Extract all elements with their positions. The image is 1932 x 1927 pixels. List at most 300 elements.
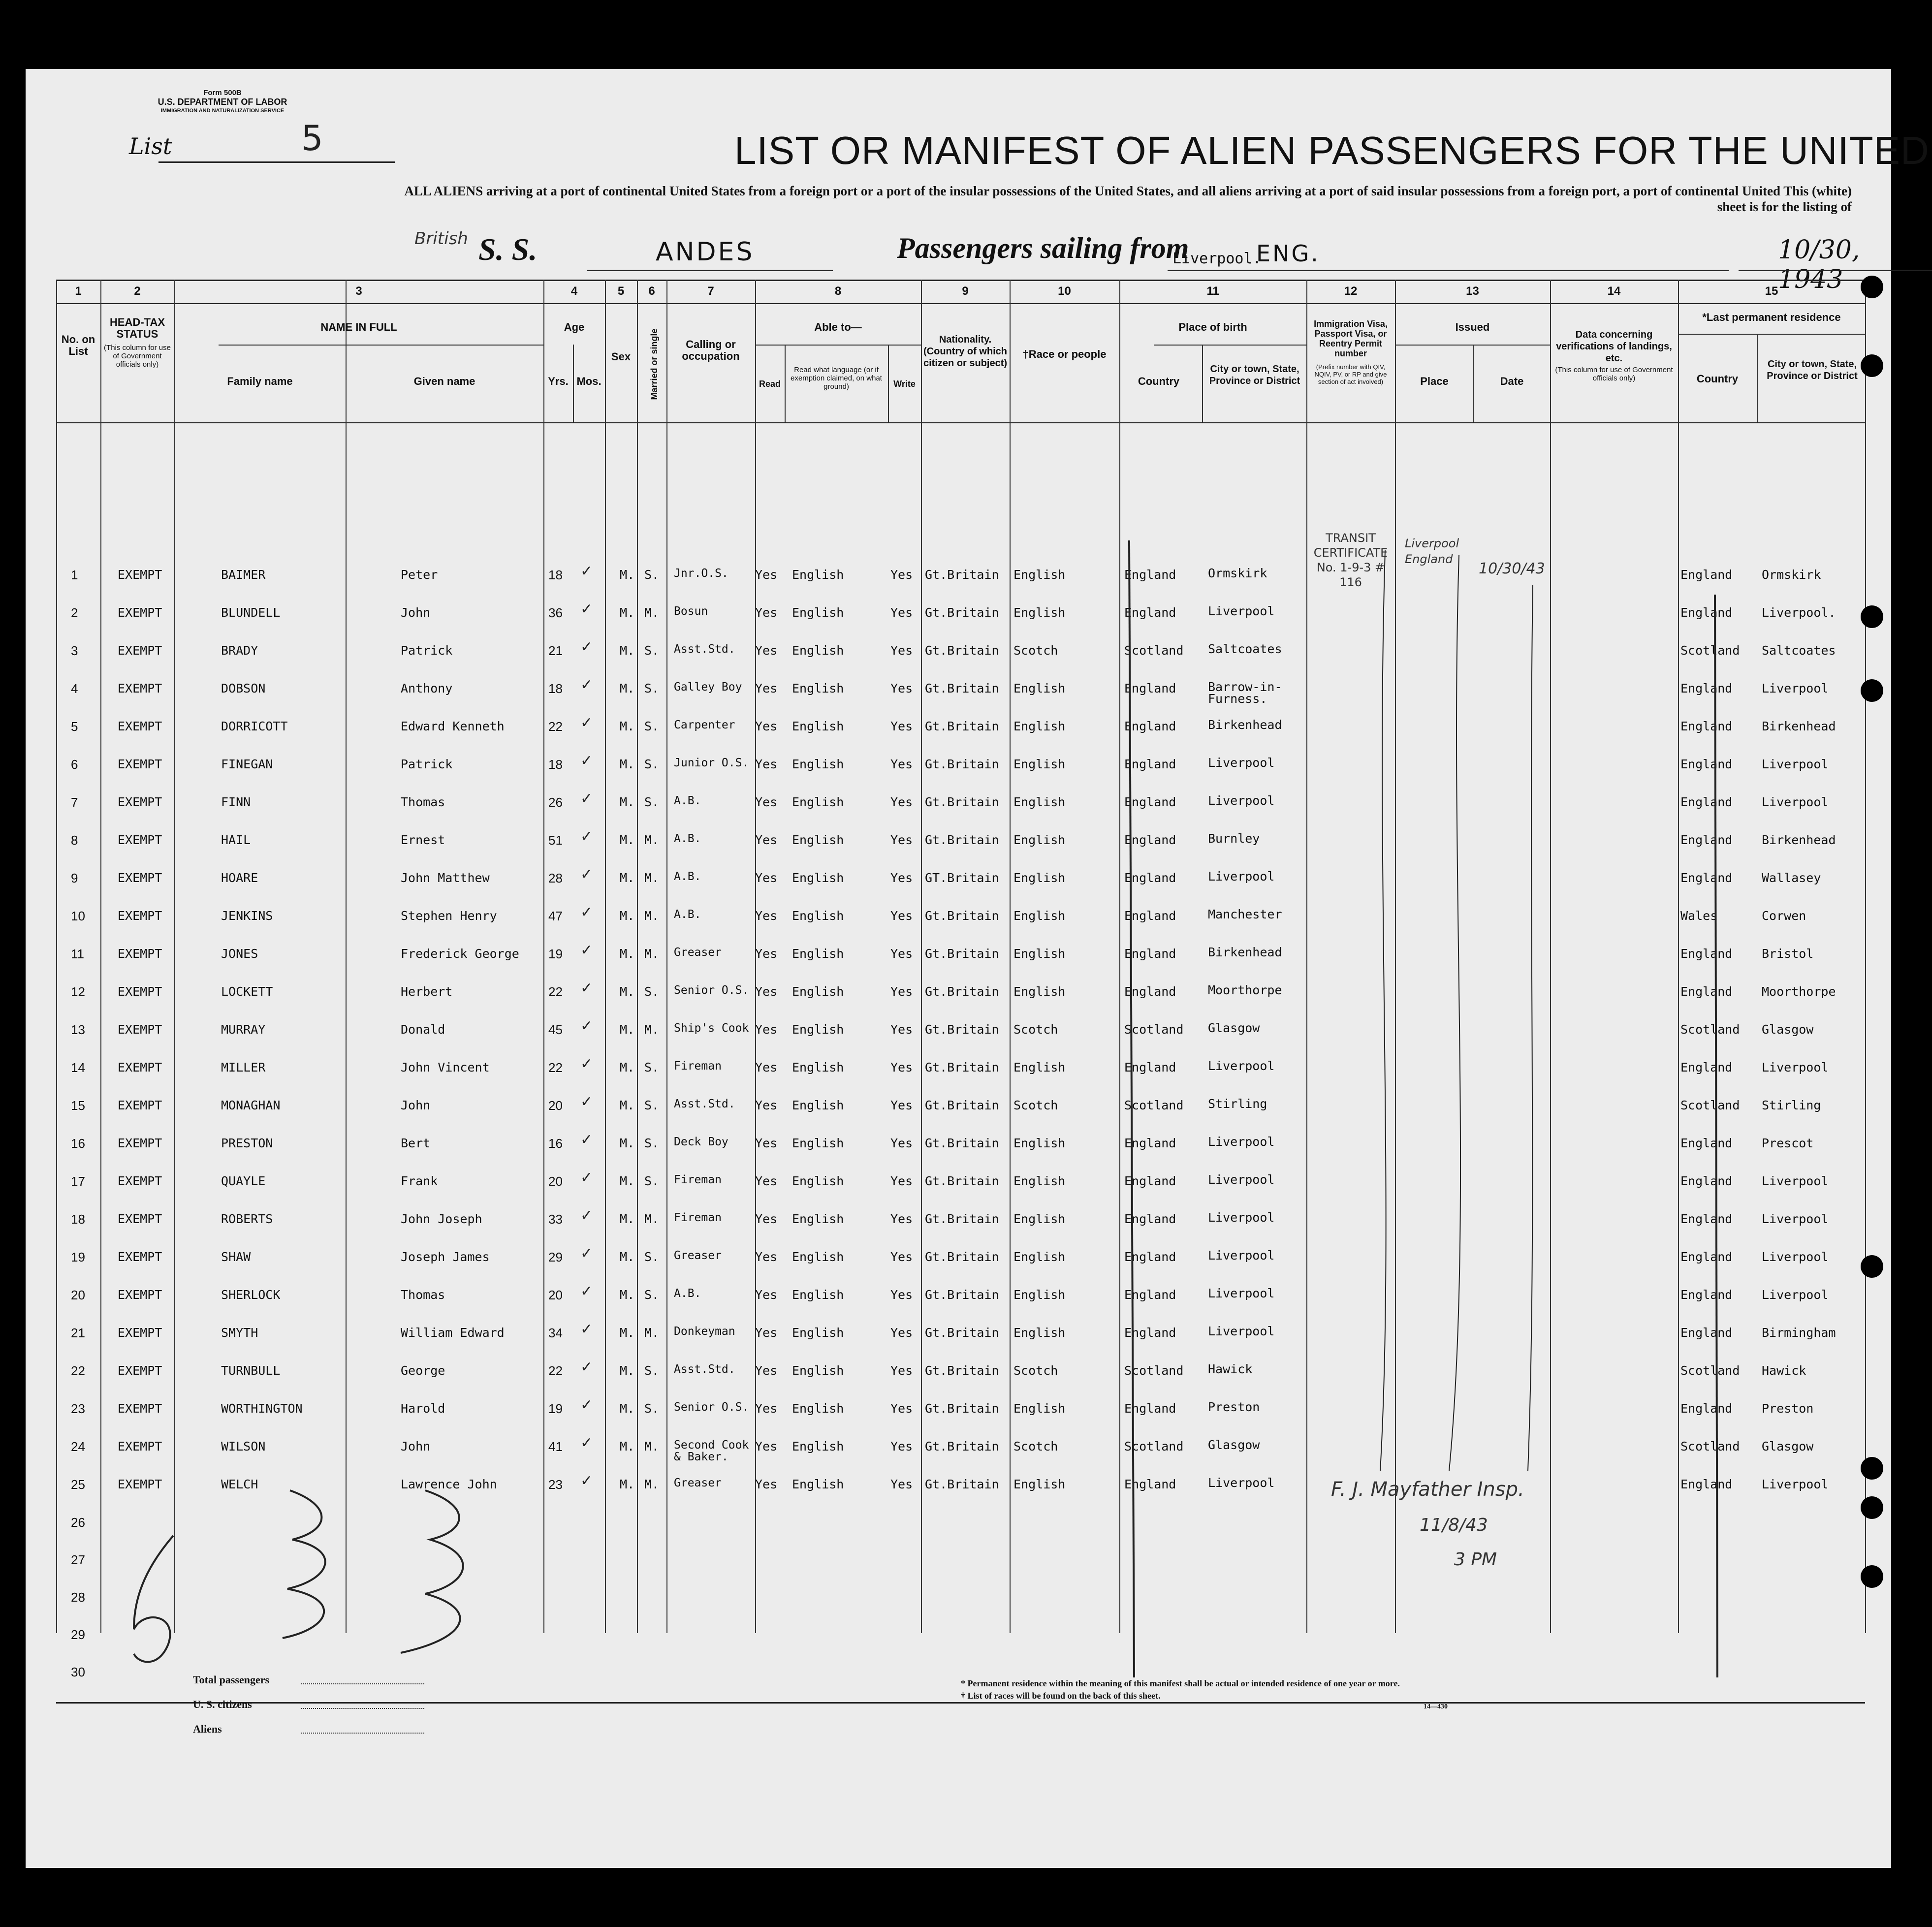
- squiggle-mark: [401, 1490, 463, 1653]
- race: English: [1014, 1401, 1066, 1416]
- birth-city: Moorthorpe: [1208, 983, 1282, 997]
- nationality: Gt.Britain: [925, 1477, 999, 1491]
- check-mark: ✓: [580, 1358, 593, 1376]
- can-read: Yes: [755, 795, 778, 809]
- family-name: JENKINS: [221, 909, 273, 923]
- age-years: 21: [548, 643, 563, 658]
- marital-status: S.: [644, 795, 660, 809]
- given-name: Frank: [401, 1174, 438, 1188]
- header-pob-city: City or town, State, Province or District: [1209, 364, 1300, 386]
- can-read: Yes: [755, 681, 778, 695]
- manifest-title: LIST OR MANIFEST OF ALIEN PASSENGERS FOR THE UNITED: [734, 128, 1930, 172]
- age-years: 23: [548, 1477, 563, 1492]
- birth-country: England: [1124, 984, 1176, 999]
- marital-status: S.: [644, 757, 660, 771]
- occupation: Asst.Std.: [674, 1098, 735, 1110]
- marital-status: M.: [644, 871, 660, 885]
- header-issued-place: Place: [1420, 375, 1449, 387]
- column-number: 3: [355, 284, 362, 298]
- birth-city: Liverpool: [1208, 1135, 1275, 1149]
- nationality: Gt.Britain: [925, 1288, 999, 1302]
- nationality: Gt.Britain: [925, 1326, 999, 1340]
- residence-city: Liverpool: [1762, 1174, 1829, 1188]
- can-read: Yes: [755, 1363, 778, 1378]
- race: Scotch: [1014, 1098, 1058, 1112]
- tally-line: [1715, 595, 1717, 1677]
- race: English: [1014, 605, 1066, 620]
- family-name: SHERLOCK: [221, 1288, 281, 1302]
- marital-status: M.: [644, 947, 660, 961]
- given-name: George: [401, 1363, 445, 1378]
- nationality: Gt.Britain: [925, 1136, 999, 1150]
- age-years: 45: [548, 1022, 563, 1037]
- can-read: Yes: [755, 719, 778, 733]
- read-language: English: [792, 1136, 844, 1150]
- family-name: WORTHINGTON: [221, 1401, 303, 1416]
- marital-status: S.: [644, 719, 660, 733]
- can-write: Yes: [890, 1060, 913, 1074]
- birth-city: Liverpool: [1208, 1324, 1275, 1338]
- can-write: Yes: [890, 1401, 913, 1416]
- residence-country: England: [1680, 1060, 1733, 1074]
- given-name: Joseph James: [401, 1250, 490, 1264]
- header-read: Read: [759, 379, 781, 389]
- family-name: QUAYLE: [221, 1174, 266, 1188]
- given-name: Stephen Henry: [401, 909, 497, 923]
- read-language: English: [792, 681, 844, 695]
- sex: M.: [620, 1326, 635, 1340]
- birth-country: England: [1124, 1288, 1176, 1302]
- sex: M.: [620, 1174, 635, 1188]
- row-number: 16: [71, 1136, 85, 1151]
- header-landing-data: Data concerning verifications of landings, etc.: [1556, 329, 1672, 364]
- birth-city: Liverpool: [1208, 756, 1275, 770]
- birth-country: Scotland: [1124, 643, 1184, 658]
- head-tax-status: EXEMPT: [118, 1098, 162, 1112]
- header-last-residence: *Last permanent residence: [1702, 311, 1841, 323]
- birth-country: England: [1124, 795, 1176, 809]
- given-name: John: [401, 1098, 431, 1112]
- can-write: Yes: [890, 1174, 913, 1188]
- ship-underline: [587, 270, 833, 271]
- check-mark: ✓: [580, 828, 593, 845]
- head-tax-status: EXEMPT: [118, 1363, 162, 1378]
- race: English: [1014, 719, 1066, 733]
- nationality: Gt.Britain: [925, 643, 999, 658]
- given-name: Ernest: [401, 833, 445, 847]
- check-mark: ✓: [580, 942, 593, 959]
- marital-status: S.: [644, 1136, 660, 1150]
- sex: M.: [620, 681, 635, 695]
- given-name: Bert: [401, 1136, 431, 1150]
- birth-city: Liverpool: [1208, 604, 1275, 618]
- birth-country: England: [1124, 947, 1176, 961]
- residence-city: Birmingham: [1762, 1326, 1836, 1340]
- row-number: 22: [71, 1363, 85, 1378]
- birth-city: Liverpool: [1208, 1210, 1275, 1225]
- age-years: 18: [548, 568, 563, 582]
- can-write: Yes: [890, 681, 913, 695]
- birth-country: England: [1124, 1401, 1176, 1416]
- head-tax-status: EXEMPT: [118, 795, 162, 809]
- nationality: Gt.Britain: [925, 1060, 999, 1074]
- check-mark: ✓: [580, 790, 593, 807]
- nationality: GT.Britain: [925, 871, 999, 885]
- read-language: English: [792, 1326, 844, 1340]
- binder-hole: [1861, 1496, 1883, 1519]
- check-mark: ✓: [580, 600, 593, 618]
- residence-country: England: [1680, 984, 1733, 999]
- family-name: WELCH: [221, 1477, 258, 1491]
- sex: M.: [620, 1477, 635, 1491]
- marital-status: S.: [644, 1363, 660, 1378]
- sex: M.: [620, 1250, 635, 1264]
- birth-country: England: [1124, 1326, 1176, 1340]
- margin-number-stroke: [114, 1531, 203, 1678]
- check-mark: ✓: [580, 979, 593, 997]
- occupation: Asst.Std.: [674, 1363, 735, 1376]
- can-write: Yes: [890, 1439, 913, 1453]
- can-write: Yes: [890, 947, 913, 961]
- race: English: [1014, 871, 1066, 885]
- nationality: Gt.Britain: [925, 757, 999, 771]
- age-years: 19: [548, 1401, 563, 1416]
- age-years: 20: [548, 1098, 563, 1113]
- residence-country: England: [1680, 605, 1733, 620]
- nationality: Gt.Britain: [925, 681, 999, 695]
- can-write: Yes: [890, 909, 913, 923]
- marital-status: S.: [644, 1174, 660, 1188]
- nationality: Gt.Britain: [925, 605, 999, 620]
- header-yrs: Yrs.: [548, 375, 569, 387]
- race: English: [1014, 1136, 1066, 1150]
- occupation: Senior O.S.: [674, 1401, 749, 1414]
- row-number: 4: [71, 681, 78, 696]
- us-citizens-line: [301, 1708, 424, 1709]
- birth-country: England: [1124, 1174, 1176, 1188]
- header-write: Write: [893, 379, 916, 389]
- given-name: Frederick George: [401, 947, 519, 961]
- sailing-country: ENG.: [1256, 240, 1320, 267]
- row-number: 5: [71, 719, 78, 734]
- marital-status: S.: [644, 984, 660, 999]
- row-number: 12: [71, 984, 85, 999]
- marital-status: M.: [644, 1439, 660, 1453]
- can-read: Yes: [755, 1326, 778, 1340]
- age-years: 22: [548, 1060, 563, 1075]
- read-language: English: [792, 909, 844, 923]
- age-years: 51: [548, 833, 563, 848]
- can-read: Yes: [755, 1477, 778, 1491]
- sex: M.: [620, 1439, 635, 1453]
- family-name: LOCKETT: [221, 984, 273, 999]
- residence-country: England: [1680, 1477, 1733, 1491]
- head-tax-status: EXEMPT: [118, 1250, 162, 1264]
- age-years: 18: [548, 681, 563, 696]
- age-years: 41: [548, 1439, 563, 1454]
- can-read: Yes: [755, 1098, 778, 1112]
- nationality: Gt.Britain: [925, 984, 999, 999]
- check-mark: ✓: [580, 904, 593, 921]
- birth-country: England: [1124, 1477, 1176, 1491]
- race: English: [1014, 909, 1066, 923]
- nationality: Gt.Britain: [925, 833, 999, 847]
- age-years: 34: [548, 1326, 563, 1340]
- header-issued: Issued: [1455, 321, 1490, 333]
- occupation: Galley Boy: [674, 681, 742, 694]
- header-lr-city: City or town, State, Province or District: [1767, 359, 1858, 381]
- residence-city: Liverpool: [1762, 757, 1829, 771]
- residence-city: Ormskirk: [1762, 568, 1821, 582]
- family-name: HOARE: [221, 871, 258, 885]
- age-years: 22: [548, 984, 563, 999]
- nationality: Gt.Britain: [925, 1363, 999, 1378]
- handwritten-marks: [56, 280, 1865, 1707]
- head-tax-status: EXEMPT: [118, 1288, 162, 1302]
- race: Scotch: [1014, 1022, 1058, 1037]
- given-name: John Vincent: [401, 1060, 490, 1074]
- read-language: English: [792, 1363, 844, 1378]
- sex: M.: [620, 605, 635, 620]
- residence-country: England: [1680, 1401, 1733, 1416]
- row-number: 24: [71, 1439, 85, 1454]
- signature-time: 3 PM: [1454, 1549, 1497, 1570]
- head-tax-status: EXEMPT: [118, 681, 162, 695]
- row-number: 9: [71, 871, 78, 885]
- nationality: Gt.Britain: [925, 1022, 999, 1037]
- row-number: 21: [71, 1326, 85, 1340]
- head-tax-status: EXEMPT: [118, 568, 162, 582]
- sex: M.: [620, 1401, 635, 1416]
- head-tax-status: EXEMPT: [118, 643, 162, 658]
- header-read-language: Read what language (or if exemption claimed, on what ground): [791, 366, 882, 391]
- residence-country: England: [1680, 833, 1733, 847]
- given-name: John: [401, 605, 431, 620]
- residence-country: England: [1680, 1136, 1733, 1150]
- residence-city: Glasgow: [1762, 1439, 1814, 1453]
- residence-city: Prescot: [1762, 1136, 1814, 1150]
- form-number: Form 500B: [203, 89, 242, 97]
- row-number: 2: [71, 605, 78, 620]
- header-place-of-birth: Place of birth: [1178, 321, 1247, 333]
- residence-country: England: [1680, 1250, 1733, 1264]
- residence-country: Wales: [1680, 909, 1718, 923]
- read-language: English: [792, 1401, 844, 1416]
- can-read: Yes: [755, 1212, 778, 1226]
- birth-city: Liverpool: [1208, 1059, 1275, 1073]
- residence-city: Birkenhead: [1762, 833, 1836, 847]
- check-mark: ✓: [580, 714, 593, 731]
- head-tax-status: EXEMPT: [118, 871, 162, 885]
- header-race: †Race or people: [1022, 348, 1107, 360]
- occupation: Second Cook & Baker.: [674, 1439, 749, 1463]
- given-name: Herbert: [401, 984, 453, 999]
- nationality: Gt.Britain: [925, 1439, 999, 1453]
- header-landing-note: (This column for use of Government officials only): [1555, 366, 1673, 382]
- family-name: DOBSON: [221, 681, 266, 695]
- port-underline: [1168, 270, 1729, 271]
- residence-city: Glasgow: [1762, 1022, 1814, 1037]
- read-language: English: [792, 795, 844, 809]
- residence-country: England: [1680, 1326, 1733, 1340]
- marital-status: S.: [644, 1098, 660, 1112]
- residence-city: Hawick: [1762, 1363, 1806, 1378]
- nationality: Gt.Britain: [925, 909, 999, 923]
- sex: M.: [620, 643, 635, 658]
- binder-hole: [1861, 354, 1883, 377]
- sex: M.: [620, 984, 635, 999]
- age-years: 29: [548, 1250, 563, 1264]
- age-years: 28: [548, 871, 563, 885]
- family-name: SHAW: [221, 1250, 251, 1264]
- age-years: 20: [548, 1288, 563, 1302]
- empty-row-number: 29: [71, 1627, 85, 1642]
- row-number: 10: [71, 909, 85, 923]
- race: English: [1014, 1250, 1066, 1264]
- column-number: 11: [1206, 284, 1219, 298]
- row-number: 3: [71, 643, 78, 658]
- sex: M.: [620, 833, 635, 847]
- family-name: MONAGHAN: [221, 1098, 281, 1112]
- race: English: [1014, 1477, 1066, 1491]
- birth-country: England: [1124, 871, 1176, 885]
- check-mark: ✓: [580, 676, 593, 694]
- sex: M.: [620, 795, 635, 809]
- birth-country: England: [1124, 757, 1176, 771]
- birth-country: England: [1124, 1250, 1176, 1264]
- read-language: English: [792, 871, 844, 885]
- check-mark: ✓: [580, 1434, 593, 1452]
- occupation: Greaser: [674, 946, 722, 959]
- column-number: 9: [962, 284, 969, 298]
- read-language: English: [792, 1022, 844, 1037]
- head-tax-status: EXEMPT: [118, 1439, 162, 1453]
- empty-row-number: 28: [71, 1590, 85, 1605]
- sex: M.: [620, 909, 635, 923]
- empty-row-number: 27: [71, 1552, 85, 1567]
- nationality: Gt.Britain: [925, 719, 999, 733]
- marital-status: S.: [644, 1060, 660, 1074]
- us-citizens-label: U. S. citizens: [193, 1698, 252, 1710]
- check-mark: ✓: [580, 638, 593, 656]
- read-language: English: [792, 568, 844, 582]
- marital-status: S.: [644, 1288, 660, 1302]
- header-no-on-list: No. on List: [61, 333, 95, 357]
- age-years: 33: [548, 1212, 563, 1227]
- residence-country: England: [1680, 1174, 1733, 1188]
- occupation: A.B.: [674, 870, 701, 883]
- residence-country: England: [1680, 719, 1733, 733]
- birth-country: Scotland: [1124, 1022, 1184, 1037]
- residence-country: England: [1680, 795, 1733, 809]
- race: English: [1014, 1212, 1066, 1226]
- sex: M.: [620, 1098, 635, 1112]
- marital-status: M.: [644, 1477, 660, 1491]
- residence-city: Liverpool: [1762, 795, 1829, 809]
- marital-status: S.: [644, 1401, 660, 1416]
- occupation: Donkeyman: [674, 1325, 735, 1338]
- check-mark: ✓: [580, 1207, 593, 1224]
- race: English: [1014, 947, 1066, 961]
- race: English: [1014, 795, 1066, 809]
- race: Scotch: [1014, 643, 1058, 658]
- occupation: Carpenter: [674, 719, 735, 731]
- ss-label: S. S.: [478, 232, 538, 267]
- head-tax-status: EXEMPT: [118, 1174, 162, 1188]
- head-tax-status: EXEMPT: [118, 833, 162, 847]
- residence-city: Liverpool: [1762, 1250, 1829, 1264]
- department-name: U.S. DEPARTMENT OF LABOR: [158, 97, 287, 107]
- can-write: Yes: [890, 833, 913, 847]
- column-number: 8: [834, 284, 842, 298]
- residence-city: Liverpool.: [1762, 605, 1836, 620]
- inspector-signature: F. J. Mayfather Insp.: [1331, 1478, 1524, 1501]
- birth-country: Scotland: [1124, 1363, 1184, 1378]
- given-name: Thomas: [401, 1288, 445, 1302]
- nationality: Gt.Britain: [925, 1098, 999, 1112]
- ship-prefix: British: [414, 229, 468, 249]
- residence-city: Bristol: [1762, 947, 1814, 961]
- form-code: 14—430: [1424, 1703, 1448, 1710]
- residence-city: Stirling: [1762, 1098, 1821, 1112]
- read-language: English: [792, 833, 844, 847]
- head-tax-status: EXEMPT: [118, 605, 162, 620]
- given-name: Thomas: [401, 795, 445, 809]
- race: English: [1014, 1174, 1066, 1188]
- list-label: List: [129, 133, 172, 159]
- age-years: 20: [548, 1174, 563, 1189]
- occupation: A.B.: [674, 794, 701, 807]
- birth-city: Barrow-in-Furness.: [1208, 680, 1282, 706]
- header-visa-note: (Prefix number with QIV, NQIV, PV, or RP and give section of act involved): [1314, 363, 1387, 385]
- column-number: 6: [648, 284, 655, 298]
- birth-country: England: [1124, 1212, 1176, 1226]
- row-number: 1: [71, 568, 78, 582]
- occupation: A.B.: [674, 832, 701, 845]
- residence-country: England: [1680, 681, 1733, 695]
- header-family-name: Family name: [227, 375, 293, 387]
- birth-city: Birkenhead: [1208, 945, 1282, 959]
- birth-city: Hawick: [1208, 1362, 1253, 1376]
- occupation: Bosun: [674, 605, 708, 618]
- check-mark: ✓: [580, 1472, 593, 1489]
- read-language: English: [792, 1288, 844, 1302]
- manifest-subtitle: ALL ALIENS arriving at a port of continental United States from a foreign port or a port of the insular possessions of the United States, and all aliens arriving at a port of said insular possessions from a foreign port, a port of continental United This (white) sheet is for the listing of: [404, 184, 1852, 214]
- header-calling: Calling or occupation: [682, 338, 740, 362]
- can-read: Yes: [755, 757, 778, 771]
- binder-hole: [1861, 1565, 1883, 1588]
- nationality: Gt.Britain: [925, 568, 999, 582]
- age-years: 36: [548, 605, 563, 620]
- residence-country: Scotland: [1680, 1022, 1740, 1037]
- occupation: Fireman: [674, 1060, 722, 1073]
- list-number: 5: [301, 118, 323, 158]
- age-years: 16: [548, 1136, 563, 1151]
- check-mark: ✓: [580, 1055, 593, 1073]
- residence-country: Scotland: [1680, 1439, 1740, 1453]
- marital-status: M.: [644, 1212, 660, 1226]
- residence-city: Preston: [1762, 1401, 1814, 1416]
- column-number: 1: [75, 284, 82, 298]
- birth-country: England: [1124, 681, 1176, 695]
- column-number: 13: [1466, 284, 1479, 298]
- can-write: Yes: [890, 1212, 913, 1226]
- read-language: English: [792, 719, 844, 733]
- birth-city: Burnley: [1208, 831, 1260, 846]
- read-language: English: [792, 1098, 844, 1112]
- row-number: 6: [71, 757, 78, 772]
- family-name: MILLER: [221, 1060, 266, 1074]
